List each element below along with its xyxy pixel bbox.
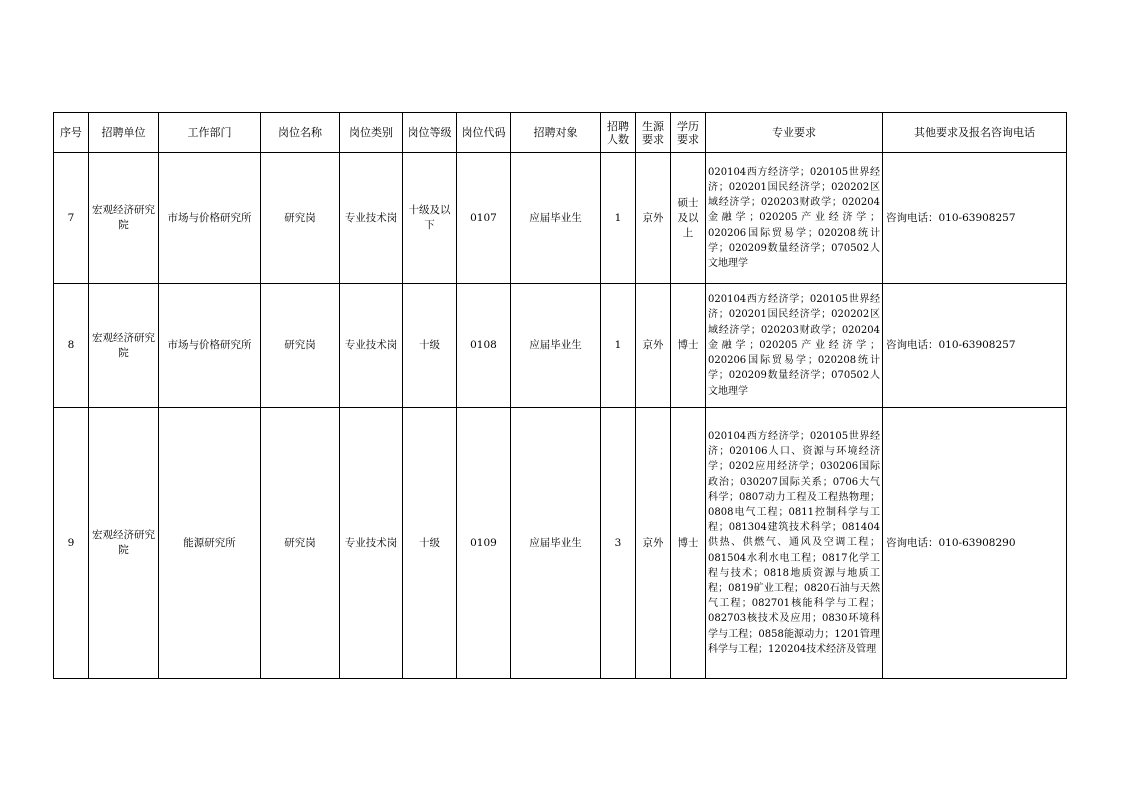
- header-row: [54, 113, 1067, 153]
- header-unit: 招聘单位: [89, 113, 159, 153]
- cell-post-code: 0107: [457, 153, 511, 284]
- cell-other: 咨询电话：010-63908290: [883, 408, 1067, 679]
- header-seq: 序号: [54, 113, 89, 153]
- cell-post-name: 研究岗: [261, 153, 340, 284]
- cell-post-level: 十级及以下: [403, 153, 457, 284]
- cell-count: 1: [601, 153, 636, 284]
- cell-post-name: 研究岗: [261, 408, 340, 679]
- cell-edu: 硕士及以上: [671, 153, 706, 284]
- header-post-code: 岗位代码: [457, 113, 511, 153]
- cell-post-name: 研究岗: [261, 284, 340, 408]
- header-major: 专业要求: [706, 113, 883, 153]
- cell-target: 应届毕业生: [511, 153, 601, 284]
- cell-edu: 博士: [671, 284, 706, 408]
- cell-dept: 市场与价格研究所: [159, 284, 261, 408]
- cell-origin: 京外: [636, 284, 671, 408]
- cell-seq: 7: [54, 153, 89, 284]
- cell-origin: 京外: [636, 408, 671, 679]
- header-other: 其他要求及报名咨询电话: [883, 113, 1067, 153]
- cell-major: 020104西方经济学；020105世界经济；020201国民经济学；020202区域经济学；020203财政学；020204金融学；020205产业经济学；020206国际贸易学；020208统计学；020209数量经济学；070502人文地理学: [706, 153, 883, 284]
- cell-unit: 宏观经济研究院: [89, 284, 159, 408]
- cell-post-level: 十级: [403, 408, 457, 679]
- cell-post-type: 专业技术岗: [340, 284, 403, 408]
- cell-post-code: 0108: [457, 284, 511, 408]
- cell-target: 应届毕业生: [511, 408, 601, 679]
- header-edu: 学历要求: [671, 113, 706, 153]
- cell-unit: 宏观经济研究院: [89, 408, 159, 679]
- header-post-level: 岗位等级: [403, 113, 457, 153]
- cell-post-type: 专业技术岗: [340, 153, 403, 284]
- cell-target: 应届毕业生: [511, 284, 601, 408]
- header-dept: 工作部门: [159, 113, 261, 153]
- cell-other: 咨询电话：010-63908257: [883, 284, 1067, 408]
- cell-count: 1: [601, 284, 636, 408]
- header-post-name: 岗位名称: [261, 113, 340, 153]
- cell-count: 3: [601, 408, 636, 679]
- cell-other: 咨询电话：010-63908257: [883, 153, 1067, 284]
- table-row: [54, 153, 1067, 284]
- cell-post-type: 专业技术岗: [340, 408, 403, 679]
- cell-major: 020104西方经济学；020105世界经济；020201国民经济学；020202区域经济学；020203财政学；020204金融学；020205产业经济学；020206国际贸易学；020208统计学；020209数量经济学；070502人文地理学: [706, 284, 883, 408]
- cell-post-level: 十级: [403, 284, 457, 408]
- cell-edu: 博士: [671, 408, 706, 679]
- cell-unit: 宏观经济研究院: [89, 153, 159, 284]
- cell-seq: 8: [54, 284, 89, 408]
- table-row: [54, 284, 1067, 408]
- cell-dept: 市场与价格研究所: [159, 153, 261, 284]
- cell-major: 020104西方经济学；020105世界经济；020106人口、资源与环境经济学；0202应用经济学；030206国际政治；030207国际关系；0706大气科学；0807动力工程及工程热物理；0808电气工程；0811控制科学与工程；081304建筑技术科学；081404供热、供燃气、通风及空调工程；081504水利水电工程；0817化学工程与技术；0818地质资源与地质工程；0819矿业工程；0820石油与天然气工程；082701核能科学与工程；082703核技术及应用；0830环境科学与工程；0858能源动力；1201管理科学与工程；120204技术经济及管理: [706, 408, 883, 679]
- cell-dept: 能源研究所: [159, 408, 261, 679]
- cell-origin: 京外: [636, 153, 671, 284]
- cell-seq: 9: [54, 408, 89, 679]
- header-target: 招聘对象: [511, 113, 601, 153]
- cell-post-code: 0109: [457, 408, 511, 679]
- recruitment-table: [53, 112, 1067, 679]
- header-origin: 生源要求: [636, 113, 671, 153]
- header-count: 招聘人数: [601, 113, 636, 153]
- table-row: [54, 408, 1067, 679]
- header-post-type: 岗位类别: [340, 113, 403, 153]
